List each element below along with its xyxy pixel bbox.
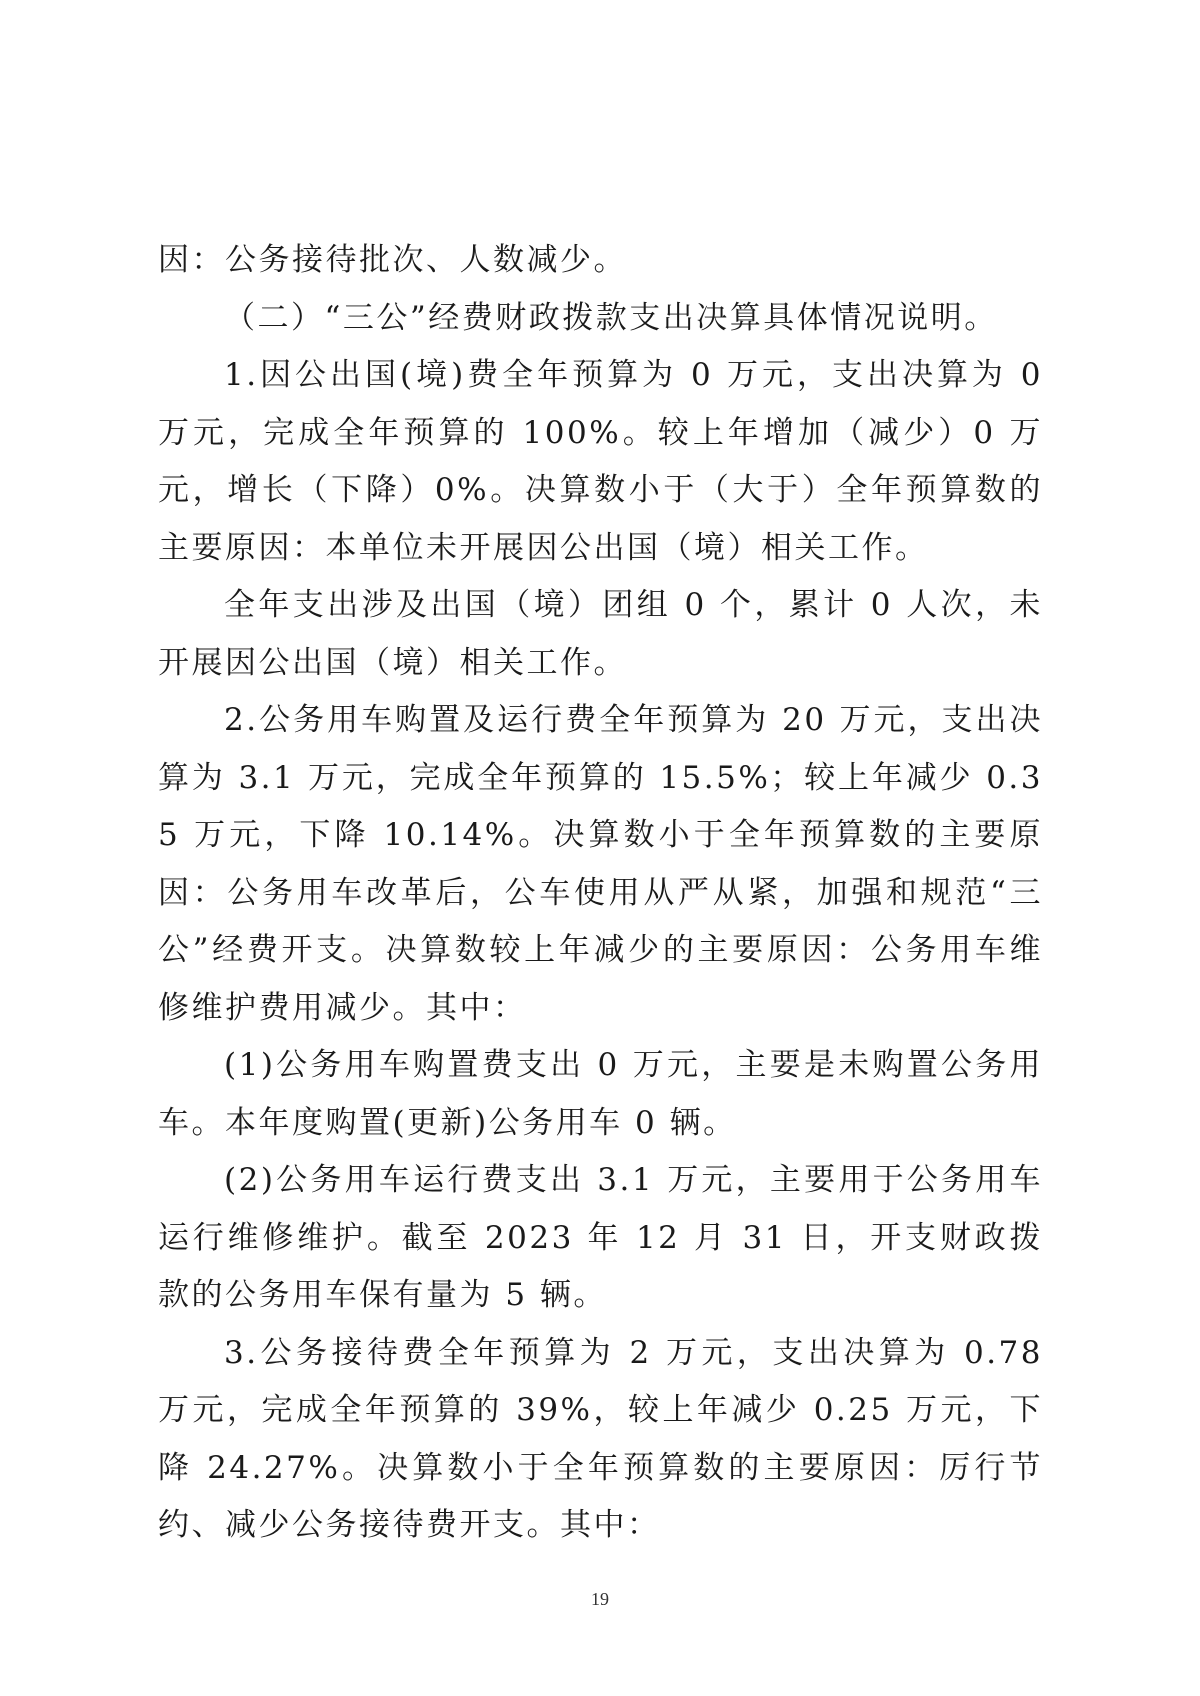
paragraph-overseas-groups: 全年支出涉及出国（境）团组 0 个，累计 0 人次，未开展因公出国（境）相关工作。 bbox=[158, 587, 1043, 681]
section-heading-three-public-expenses: （二）“三公”经费财政拨款支出决算具体情况说明。 bbox=[224, 299, 998, 336]
paragraph-overseas-travel: 1.因公出国(境)费全年预算为 0 万元，支出决算为 0 万元，完成全年预算的 100%。较上年增加（减少）0 万元，增长（下降）0%。决算数小于（大于）全年预算数的主要原因：本单位未开展因公出国（境）相关工作。 bbox=[158, 357, 1043, 566]
page-number: 19 bbox=[591, 1589, 609, 1609]
paragraph-vehicle-purchase: (1)公务用车购置费支出 0 万元，主要是未购置公务用车。本年度购置(更新)公务用车 0 辆。 bbox=[158, 1047, 1043, 1141]
paragraph-reason-continuation: 因：公务接待批次、人数减少。 bbox=[158, 242, 627, 278]
body-text bbox=[158, 232, 1043, 1555]
paragraph-vehicle-operation: (2)公务用车运行费支出 3.1 万元，主要用于公务用车运行维修维护。截至 2023 年 12 月 31 日，开支财政拨款的公务用车保有量为 5 辆。 bbox=[158, 1162, 1043, 1313]
paragraph-official-vehicles: 2.公务用车购置及运行费全年预算为 20 万元，支出决算为 3.1 万元，完成全年预算的 15.5%；较上年减少 0.35 万元，下降 10.14%。决算数小于全年预算数的主要原因：公务用车改革后，公车使用从严从紧，加强和规范“三公”经费开支。决算数较上年减少的主要原因：公务用车维修维护费用减少。其中： bbox=[158, 702, 1043, 1026]
paragraph-official-reception: 3.公务接待费全年预算为 2 万元，支出决算为 0.78 万元，完成全年预算的 39%，较上年减少 0.25 万元，下降 24.27%。决算数小于全年预算数的主要原因：厉行节约、减少公务接待费开支。其中： bbox=[158, 1334, 1043, 1543]
